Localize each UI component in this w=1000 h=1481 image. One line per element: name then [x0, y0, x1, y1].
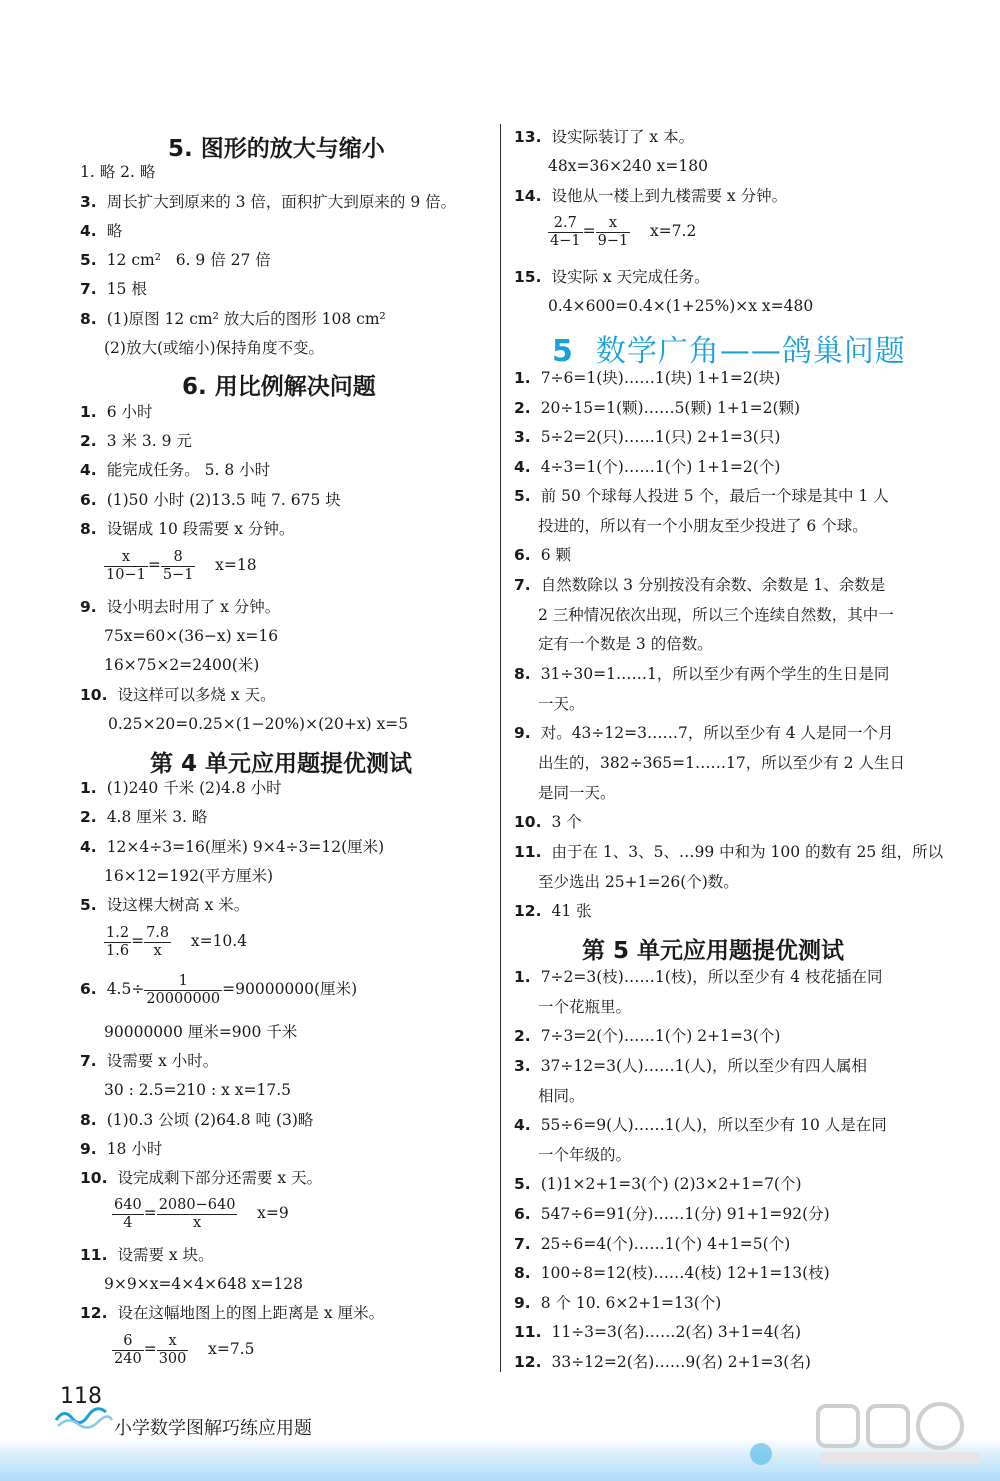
answer-line: 10. 设完成剩下部分还需要 x 天。 [80, 1169, 323, 1187]
answer-line: 9. 18 小时 [80, 1140, 163, 1158]
section-title-ratio: 6. 用比例解决问题 [182, 374, 376, 400]
answer-line: 7. 设需要 x 小时。 [80, 1052, 219, 1070]
answer-line: 1. 7÷6=1(块)……1(块) 1+1=2(块) [514, 369, 781, 387]
equation-line: $\frac{640}{4}$ = $\frac{2080-640}{x}$ x=9 [114, 1197, 289, 1231]
answer-line: 6. 6 颗 [514, 546, 571, 564]
answer-line: 1. 6 小时 [80, 403, 153, 421]
section-title-unit5-test: 第 5 单元应用题提优测试 [582, 938, 845, 964]
equation-line: 30 : 2.5=210 : x x=17.5 [104, 1081, 292, 1099]
answer-line: 4. 55÷6=9(人)……1(人)，所以至少有 10 人是在同 [514, 1116, 887, 1134]
answer-line: 9. 设小明去时用了 x 分钟。 [80, 598, 281, 616]
watermark-logo-icon [810, 1400, 990, 1470]
answer-line: 14. 设他从一楼上到九楼需要 x 分钟。 [514, 187, 788, 205]
column-divider [500, 124, 501, 1372]
answer-line: 12. 41 张 [514, 902, 592, 920]
answer-line: 3. 37÷12=3(人)……1(人)，所以至少有四人属相 [514, 1057, 868, 1075]
answer-line: 13. 设实际装订了 x 本。 [514, 128, 695, 146]
answer-line: 1. 7÷2=3(枝)……1(枝)，所以至少有 4 枝花插在同 [514, 968, 883, 986]
answer-line: 7. 15 根 [80, 280, 147, 298]
answer-line: 10. 设这样可以多烧 x 天。 [80, 686, 276, 704]
answer-line: 出生的，382÷365=1……17，所以至少有 2 人生日 [538, 754, 905, 772]
answer-line: 11. 设需要 x 块。 [80, 1246, 214, 1264]
equation-line: 16×12=192(平方厘米) [104, 867, 274, 885]
answer-line: 一个年级的。 [538, 1146, 632, 1164]
answer-line: 10. 3 个 [514, 813, 582, 831]
answer-line: 8. 31÷30=1……1，所以至少有两个学生的生日是同 [514, 665, 890, 683]
equation-line: 90000000 厘米=900 千米 [104, 1023, 298, 1041]
answer-line: 4. 略 [80, 222, 123, 240]
answer-line: 5. 设这棵大树高 x 米。 [80, 896, 250, 914]
equation-line: 0.4×600=0.4×(1+25%)×x x=480 [548, 297, 814, 315]
answer-line: 2. 3 米 3. 9 元 [80, 432, 192, 450]
answer-line: 6. (1)50 小时 (2)13.5 吨 7. 675 块 [80, 491, 341, 509]
answer-line: 4. 4÷3=1(个)……1(个) 1+1=2(个) [514, 458, 781, 476]
answer-line: 定有一个数是 3 的倍数。 [538, 635, 713, 653]
answer-line: 15. 设实际 x 天完成任务。 [514, 268, 710, 286]
unit-title-pigeonhole: 5 数学广角——鸽巢问题 [552, 334, 906, 369]
answer-line: 8. 100÷8=12(枝)……4(枝) 12+1=13(枝) [514, 1264, 830, 1282]
answer-line: 7. 自然数除以 3 分别按没有余数、余数是 1、余数是 [514, 576, 886, 594]
equation-line: $\frac{x}{10-1}$ = $\frac{8}{5-1}$ x=18 [106, 549, 257, 583]
book-title: 小学数学图解巧练应用题 [114, 1418, 312, 1439]
page-number: 118 [60, 1384, 102, 1409]
answer-line: 5. (1)1×2+1=3(个) (2)3×2+1=7(个) [514, 1175, 802, 1193]
answer-line: 2 三种情况依次出现，所以三个连续自然数，其中一 [538, 606, 894, 624]
answer-line: 3. 周长扩大到原来的 3 倍，面积扩大到原来的 9 倍。 [80, 193, 457, 211]
answer-line: 9. 8 个 10. 6×2+1=13(个) [514, 1294, 722, 1312]
answer-line: 相同。 [538, 1087, 585, 1105]
answer-line: 4. 12×4÷3=16(厘米) 9×4÷3=12(厘米) [80, 838, 385, 856]
answer-line: (2)放大(或缩小)保持角度不变。 [104, 339, 325, 357]
answer-line: 2. 7÷3=2(个)……1(个) 2+1=3(个) [514, 1027, 781, 1045]
equation-line: $\frac{2.7}{4-1}$ = $\frac{x}{9-1}$ x=7.2 [550, 215, 697, 249]
answer-line: 12. 设在这幅地图上的图上距离是 x 厘米。 [80, 1304, 385, 1322]
answer-line: 1. (1)240 千米 (2)4.8 小时 [80, 779, 282, 797]
answer-line: 2. 20÷15=1(颗)……5(颗) 1+1=2(颗) [514, 399, 801, 417]
section-title-unit4-test: 第 4 单元应用题提优测试 [150, 751, 413, 777]
answer-line: 8. (1)原图 12 cm² 放大后的图形 108 cm² [80, 310, 386, 328]
answer-line: 8. 设锯成 10 段需要 x 分钟。 [80, 520, 295, 538]
answer-line: 3. 5÷2=2(只)……1(只) 2+1=3(只) [514, 428, 781, 446]
answer-line: 2. 4.8 厘米 3. 略 [80, 808, 208, 826]
equation-line: 9×9×x=4×4×648 x=128 [104, 1275, 303, 1293]
answer-line: 11. 11÷3=3(名)……2(名) 3+1=4(名) [514, 1323, 802, 1341]
answer-line: 7. 25÷6=4(个)……1(个) 4+1=5(个) [514, 1235, 791, 1253]
answer-line: 1. 略 2. 略 [80, 163, 156, 181]
equation-line: 75x=60×(36−x) x=16 [104, 627, 279, 645]
answer-line: 9. 对。43÷12=3……7，所以至少有 4 人是同一个月 [514, 724, 894, 742]
answer-line: 8. (1)0.3 公顷 (2)64.8 吨 (3)略 [80, 1111, 314, 1129]
equation-line: 0.25×20=0.25×(1−20%)×(20+x) x=5 [108, 715, 409, 733]
answer-line: 5. 12 cm² 6. 9 倍 27 倍 [80, 251, 271, 269]
answer-line: 是同一天。 [538, 784, 616, 802]
answer-line: 一天。 [538, 695, 585, 713]
answer-line: 12. 33÷12=2(名)……9(名) 2+1=3(名) [514, 1353, 811, 1371]
answer-line: 6. 547÷6=91(分)……1(分) 91+1=92(分) [514, 1205, 830, 1223]
equation-line: 48x=36×240 x=180 [548, 157, 708, 175]
answer-line: 6. 4.5÷ $\frac{1}{20000000}$ =90000000(厘米) [80, 973, 358, 1007]
equation-line: 16×75×2=2400(米) [104, 656, 260, 674]
equation-line: $\frac{1.2}{1.6}$ = $\frac{7.8}{x}$ x=10.4 [106, 925, 248, 959]
section-title-scale: 5. 图形的放大与缩小 [168, 136, 385, 162]
equation-line: $\frac{6}{240}$ = $\frac{x}{300}$ x=7.5 [114, 1333, 255, 1367]
answer-line: 投进的，所以有一个小朋友至少投进了 6 个球。 [538, 517, 868, 535]
answer-line: 5. 前 50 个球每人投进 5 个，最后一个球是其中 1 人 [514, 487, 889, 505]
answer-line: 一个花瓶里。 [538, 998, 632, 1016]
answer-line: 4. 能完成任务。 5. 8 小时 [80, 461, 271, 479]
answer-line: 至少选出 25+1=26(个)数。 [538, 873, 739, 891]
answer-line: 11. 由于在 1、3、5、…99 中和为 100 的数有 25 组，所以 [514, 843, 944, 861]
decorative-bubble-icon [750, 1443, 772, 1465]
